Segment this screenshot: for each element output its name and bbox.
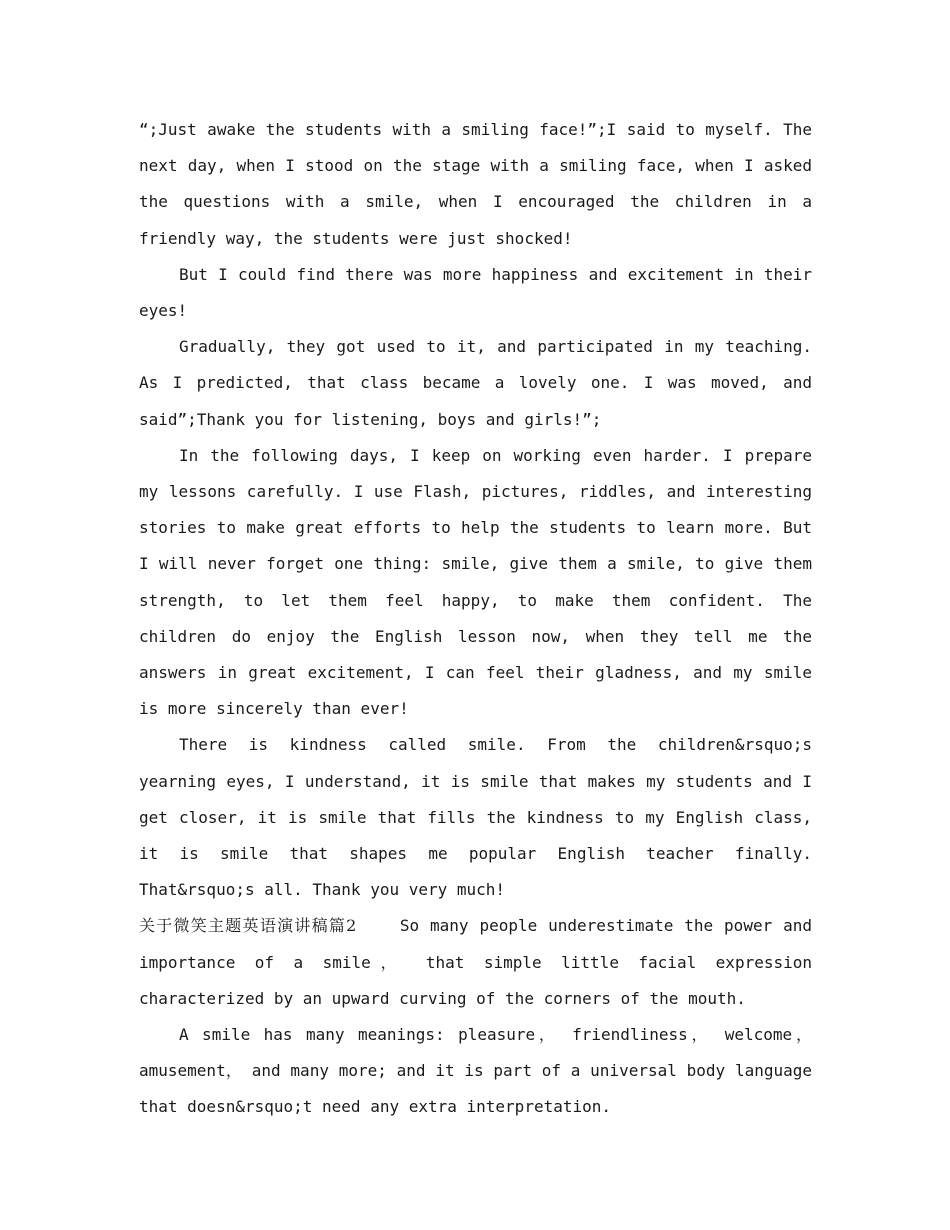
section-paragraph-1-text: So many people underestimate the power and importance of a smile， that simple little facial expression characterized by an upward curving of the corners of the mouth. — [139, 916, 813, 1008]
document-body — [139, 112, 812, 1126]
paragraph-4: In the following days, I keep on working even harder. I prepare my lessons carefully. I use Flash, pictures, riddles, and interesting stories to make great efforts to help the students to learn more. But I will never forget one thing: smile, give them a smile, to give them strength, to let them feel happy, to make them confident. The children do enjoy the English lesson now, when they tell me the answers in great excitement, I can feel their gladness, and my smile is more sincerely than ever! — [139, 445, 812, 719]
paragraph-1: “;Just awake the students with a smiling face!”;I said to myself. The next day, when I stood on the stage with a smiling face, when I asked the questions with a smile, when I encouraged the children in a friendly way, the students were just shocked! — [139, 120, 812, 248]
section-paragraph-1 — [139, 908, 812, 1017]
section-heading-gap — [356, 916, 400, 935]
paragraph-3: Gradually, they got used to it, and participated in my teaching. As I predicted, that class became a lovely one. I was moved, and said”;Thank you for listening, boys and girls!”; — [139, 337, 812, 429]
section-paragraph-2: A smile has many meanings: pleasure， friendliness， welcome， amusement， and many more; and it is part of a universal body language that doesn&rsquo;t need any extra interpretation. — [139, 1025, 812, 1117]
section-heading: 关于微笑主题英语演讲稿篇2 — [139, 916, 357, 936]
paragraph-5: There is kindness called smile. From the children&rsquo;s yearning eyes, I understand, it is smile that makes my students and I get closer, it is smile that fills the kindness to my English class, it is smile that shapes me popular English teacher finally. That&rsquo;s all. Thank you very much! — [139, 735, 812, 900]
paragraph-2: But I could find there was more happiness and excitement in their eyes! — [139, 264, 812, 321]
